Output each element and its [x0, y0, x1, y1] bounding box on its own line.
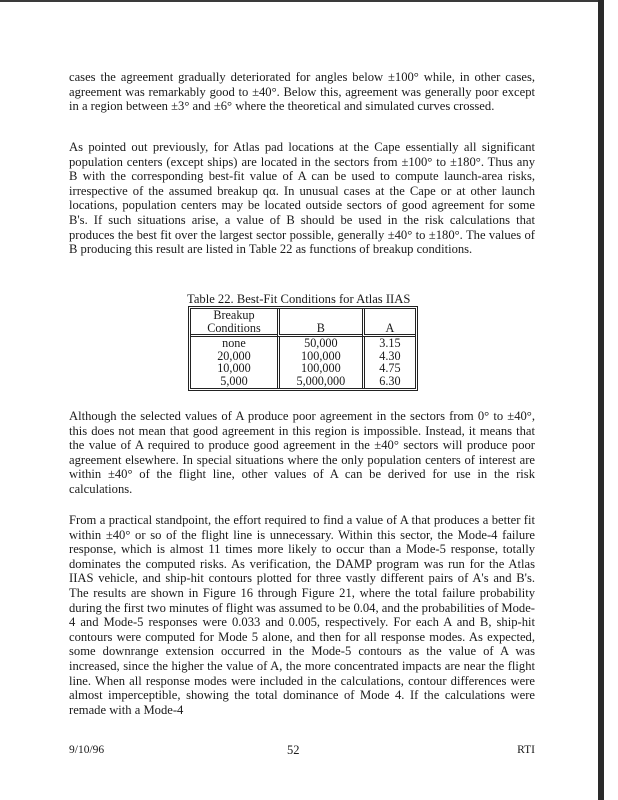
best-fit-table	[188, 306, 418, 391]
table-cell: 6.30	[362, 375, 415, 388]
table-cell: 20,000	[217, 348, 251, 363]
header-breakup-conditions: Breakup Conditions	[191, 309, 277, 337]
top-border-line	[0, 0, 600, 2]
footer-date: 9/10/96	[69, 744, 105, 756]
table-22	[187, 292, 419, 391]
table-cell: 10,000	[217, 361, 251, 376]
header-b: B	[277, 309, 362, 337]
table-cell: 5,000	[220, 373, 248, 388]
table-row	[191, 337, 415, 350]
paragraph-2: As pointed out previously, for Atlas pad locations at the Cape essentially all significant population centers (except ships) are located in the sectors from ±100° to ±180°. Thus any B with the corresponding best-fit value of A can be used to compute launch-area risks, irrespective of the assumed breakup qα. In unusual cases at the Cape or at other launch locations, population centers may be located outside sectors of good agreement for some B's. If such situations arise, a value of B should be used in the risk calculations that produces the best fit over the largest sector possible, generally ±40° to ±180°. The values of B producing this result are listed in Table 22 as functions of breakup conditions.	[69, 140, 535, 257]
right-border-line	[598, 0, 604, 800]
paragraph-4: From a practical standpoint, the effort required to find a value of A that produces a better fit within ±40° or so of the flight line is unnecessary. Within this sector, the Mode-4 failure response, which is almost 11 times more likely to occur than a Mode-5 response, totally dominates the computed risks. As verification, the DAMP program was run for the Atlas IIAS vehicle, and ship-hit contours plotted for three vastly different pairs of A's and B's. The results are shown in Figure 16 through Figure 21, where the total failure probability during the first two minutes of flight was assumed to be 0.04, and the probabilities of Mode-4 and Mode-5 responses were 0.033 and 0.005, respectively. For each A and B, ship-hit contours were computed for Mode 5 alone, and then for all response modes. As expected, some downrange extension occurred in the Mode-5 contours as the value of A was increased, since the higher the value of A, the more concentrated impacts are near the flight line. When all response modes were included in the calculations, contour differences were almost imperceptible, showing the total dominance of Mode 4. If the calculations were remade with a Mode-4	[69, 513, 535, 717]
table-cell: none	[222, 336, 246, 351]
table-caption: Table 22. Best-Fit Conditions for Atlas IIAS	[187, 292, 411, 306]
table-row	[191, 375, 415, 388]
table-cell: 50,000	[277, 337, 362, 350]
page-number: 52	[287, 743, 300, 757]
header-a: A	[362, 309, 415, 337]
table-cell: 5,000,000	[277, 375, 362, 388]
table-cell: 100,000	[277, 362, 362, 375]
table-cell: 100,000	[277, 350, 362, 363]
paragraph-3: Although the selected values of A produce poor agreement in the sectors from 0° to ±40°, this does not mean that good agreement in this region is impossible. Instead, it means that the value of A required to produce good agreement in the ±40° sectors will produce poor agreement elsewhere. In special situations where the only population centers of interest are within ±40° of the flight line, other values of A can be derived for use in the risk calculations.	[69, 409, 535, 496]
table-cell: 3.15	[362, 337, 415, 350]
footer-organization: RTI	[517, 744, 535, 756]
table-cell: 4.75	[362, 362, 415, 375]
table-header-row	[191, 309, 415, 337]
paragraph-1: cases the agreement gradually deteriorated for angles below ±100° while, in other cases, agreement was remarkably good to ±40°. Below this, agreement was generally poor except in a region between ±3° and ±6° where the theoretical and simulated curves crossed.	[69, 70, 535, 114]
table-cell: 4.30	[362, 350, 415, 363]
